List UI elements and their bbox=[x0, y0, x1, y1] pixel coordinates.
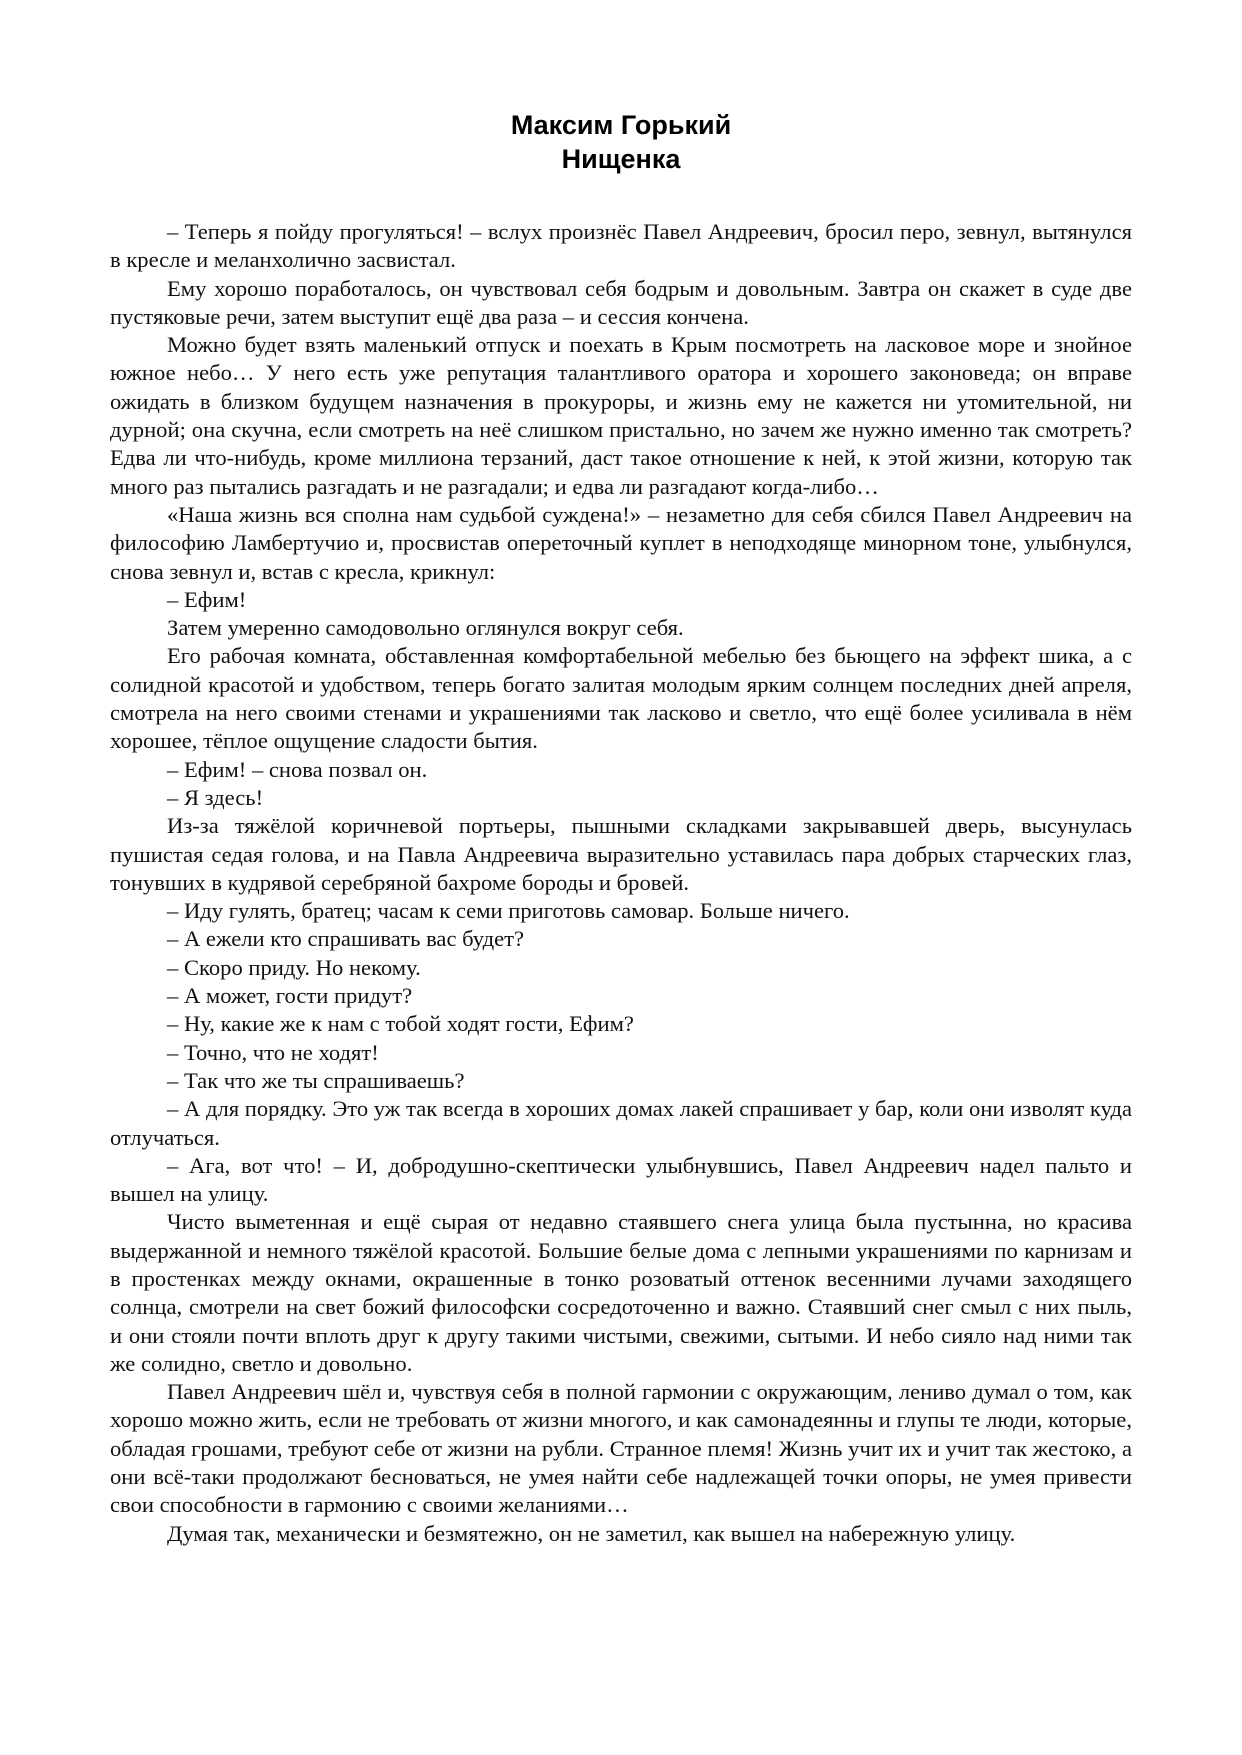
paragraph: – Ну, какие же к нам с тобой ходят гости, Ефим? bbox=[167, 1011, 634, 1037]
paragraph: Из-за тяжёлой коричневой портьеры, пышными складками закрывавшей дверь, высунулась пушистая седая голова, и на Павла Андреевича выразительно уставилась пара добрых старческих глаз, тонувших в кудрявой серебряной бахроме бороды и бровей. bbox=[110, 813, 1132, 895]
paragraph: «Наша жизнь вся сполна нам судьбой суждена!» – незаметно для себя сбился Павел Андреевич на философию Ламбертучио и, просвистав опереточный куплет в неподходяще минорном тоне, улыбнулся, снова зевнул и, встав с кресла, крикнул: bbox=[110, 501, 1132, 584]
paragraph: Думая так, механически и безмятежно, он не заметил, как вышел на набережную улицу. bbox=[167, 1520, 1016, 1546]
paragraph: – Ефим! – снова позвал он. bbox=[167, 756, 428, 782]
story-title: Нищенка bbox=[561, 144, 681, 174]
paragraph: Затем умеренно самодовольно оглянулся вокруг себя. bbox=[167, 615, 684, 641]
paragraph: – Скоро приду. Но некому. bbox=[167, 954, 421, 980]
document-header bbox=[0, 108, 1242, 176]
paragraph: Его рабочая комната, обставленная комфортабельной мебелью без бьющего на эффект шика, а с солидной красотой и удобством, теперь богато залитая молодым ярким солнцем последних дней апреля, смотрела на него своими стенами и украшениями так ласково и светло, что ещё более усиливала в нём хорошее, тёплое ощущение сладости бытия. bbox=[110, 643, 1132, 754]
paragraph: Чисто выметенная и ещё сырая от недавно стаявшего снега улица была пустынна, но красива выдержанной и немного тяжёлой красотой. Большие белые дома с лепными украшениями по карнизам и в простенках между окнами, окрашенные в тонко розоватый оттенок весенними лучами заходящего солнца, смотрели на свет божий философски сосредоточенно и важно. Стаявший снег смыл с них пыль, и они стояли почти вплоть друг к другу такими чистыми, свежими, сытыми. И небо сияло над ними так же солидно, светло и довольно. bbox=[110, 1209, 1132, 1376]
author-name: Максим Горький bbox=[510, 110, 732, 140]
paragraph: – А может, гости придут? bbox=[167, 983, 413, 1009]
paragraph: Ему хорошо поработалось, он чувствовал себя бодрым и довольным. Завтра он скажет в суде две пустяковые речи, затем выступит ещё два раза – и сессия кончена. bbox=[110, 275, 1132, 329]
paragraph: – А ежели кто спрашивать вас будет? bbox=[167, 926, 525, 952]
paragraph: – Теперь я пойду прогуляться! – вслух произнёс Павел Андреевич, бросил перо, зевнул, вытянулся в кресле и меланхолично засвистал. bbox=[110, 219, 1132, 273]
paragraph: – Иду гулять, братец; часам к семи приготовь самовар. Больше ничего. bbox=[167, 898, 850, 924]
paragraph: Павел Андреевич шёл и, чувствуя себя в полной гармонии с окружающим, лениво думал о том, как хорошо можно жить, если не требовать от жизни многого, и как самонадеянны и глупы те люди, которые, обладая грошами, требуют себе от жизни на рубли. Странное племя! Жизнь учит их и учит так жестоко, а они всё-таки продолжают бесноваться, не умея найти себе надлежащей точки опоры, не умея привести свои способности в гармонию с своими желаниями… bbox=[110, 1379, 1132, 1518]
story-text bbox=[110, 218, 1132, 1548]
paragraph: – А для порядку. Это уж так всегда в хороших домах лакей спрашивает у бар, коли они изволят куда отлучаться. bbox=[110, 1096, 1132, 1150]
paragraph: Можно будет взять маленький отпуск и поехать в Крым посмотреть на ласковое море и знойное южное небо… У него есть уже репутация талантливого оратора и хорошего законоведа; он вправе ожидать в близком будущем назначения в прокуроры, и жизнь ему не кажется ни утомительной, ни дурной; она скучна, если смотреть на неё слишком пристально, но зачем же нужно именно так смотреть? Едва ли что-нибудь, кроме миллиона терзаний, даст такое отношение к ней, к этой жизни, которую так много раз пытались разгадать и не разгадали; и едва ли разгадают когда-либо… bbox=[110, 332, 1132, 499]
paragraph: – Точно, что не ходят! bbox=[167, 1039, 379, 1065]
paragraph: – Ага, вот что! – И, добродушно-скептически улыбнувшись, Павел Андреевич надел пальто и вышел на улицу. bbox=[110, 1152, 1132, 1207]
paragraph: – Так что же ты спрашиваешь? bbox=[167, 1067, 465, 1093]
paragraph: – Ефим! bbox=[167, 586, 247, 612]
paragraph: – Я здесь! bbox=[167, 784, 264, 810]
